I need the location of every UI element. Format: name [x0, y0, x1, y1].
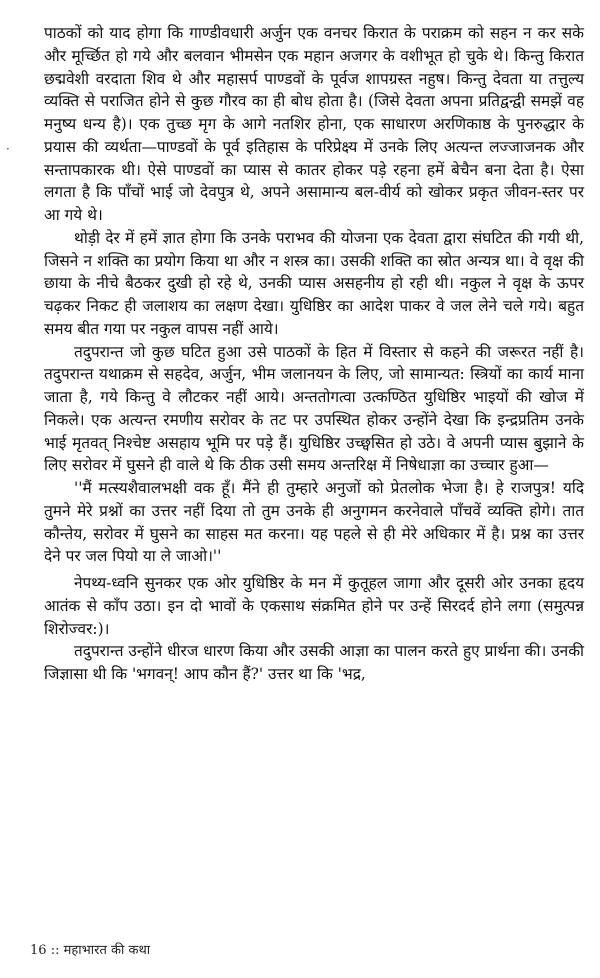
- paragraph-5: नेपथ्य-ध्वनि सुनकर एक ओर युधिष्ठिर के मन में कुतूहल जागा और दूसरी ओर उनका हृदय आतंक से काँप उठा। इन दो भावों के एकसाथ संक्रमित होने पर उन्हें सिरदर्द होने लगा (समुत्पन्न शिरोज्वर:)।: [44, 574, 584, 638]
- paragraph-1: पाठकों को याद होगा कि गाण्डीवधारी अर्जुन एक वनचर किरात के पराक्रम को सहन न कर सके और मूर्च्छित हो गये और बलवान भीमसेन एक महान अजगर के वशीभूत हो चुके थे। किन्तु किरात छद्मवेशी वरदाता शिव थे और महासर्प पाण्डवों के पूर्वज शापग्रस्त नहुष। किन्तु देवता या तत्तुल्य व्यक्ति से पराजित होने से कुछ गौरव का ही बोध होता है। (जिसे देवता अपना प्रतिद्वन्द्वी समझें वह मनुष्य धन्य है)। एक तुच्छ मृग के आगे नतशिर होना, एक साधारण अरणिकाष्ठ के पुनरुद्धार के प्रयास की व्यर्थता—पाण्डवों के पूर्व इतिहास के परिप्रेक्ष्य में उनके लिए अत्यन्त लज्जाजनक और सन्तापकारक थी। ऐसे पाण्डवों का प्यास से कातर होकर पड़े रहना हमें बेचैन बना देता है। ऐसा लगता है कि पाँचों भाई जो देवपुत्र थे, अपने असामान्य बल-वीर्य को खोकर प्रकृत जीवन-स्तर पर आ गये थे।: [44, 24, 584, 224]
- page-number: 16: [30, 943, 47, 958]
- book-title: महाभारत की कथा: [63, 943, 151, 958]
- paragraph-3: तदुपरान्त जो कुछ घटित हुआ उसे पाठकों के हित में विस्तार से कहने की जरूरत नहीं है। तदुपरान्त यथाक्रम से सहदेव, अर्जुन, भीम जलानयन के लिए, जो सामान्यत: स्त्रियों का कार्य माना जाता है, गये किन्तु वे लौटकर नहीं आये। अन्ततोगत्वा उत्कण्ठित युधिष्ठिर भाइयों की खोज में निकले। एक अत्यन्त रमणीय सरोवर के तट पर उपस्थित होकर उन्होंने देखा कि इन्द्रप्रतिम उनके भाई मृतवत् निश्चेष्ट असहाय भूमि पर पड़े हैं। युधिष्ठिर उच्छ्वसित हो उठे। वे अपनी प्यास बुझाने के लिए सरोवर में घुसने ही वाले थे कि ठीक उसी समय अन्तरिक्ष में निषेधाज्ञा का उच्चार हुआ—: [44, 342, 584, 475]
- paragraph-2: थोड़ी देर में हमें ज्ञात होगा कि उनके पराभव की योजना एक देवता द्वारा संघटित की गयी थी, जिसने न शक्ति का प्रयोग किया था और न शस्त्र का। उसकी शक्ति का स्रोत अन्यत्र था। वे वृक्ष की छाया के नीचे बैठकर दुखी हो रहे थे, उनकी प्यास असहनीय हो रही थी। नकुल ने वृक्ष के ऊपर चढ़कर निकट ही जलाशय का लक्षण देखा। युधिष्ठिर का आदेश पाकर वे जल लेने चले गये। बहुत समय बीत गया पर नकुल वापस नहीं आये।: [44, 228, 584, 338]
- paragraph-6: तदुपरान्त उन्होंने धीरज धारण किया और उसकी आज्ञा का पालन करते हुए प्रार्थना की। उनकी जिज्ञासा थी कि 'भगवन्! आप कौन हैं?' उत्तर था कि 'भद्र,: [44, 642, 584, 683]
- quoted-speech: ''मैं मत्स्यशैवालभक्षी वक हूँ। मैंने ही तुम्हारे अनुजों को प्रेतलोक भेजा है। हे राजपुत्र! यदि तुमने मेरे प्रश्नों का उत्तर नहीं दिया तो तुम उनके ही अनुगमन करनेवाले पाँचवें व्यक्ति होगे। तात कौन्तेय, सरोवर में घुसने का साहस मत करना। यह पहले से ही मेरे अधिकार में है। प्रश्न का उत्तर देने पर जल पियो या ले जाओ।'': [44, 479, 584, 566]
- footer-separator: ::: [50, 943, 60, 958]
- page-footer: [30, 940, 150, 958]
- margin-dot: ·: [6, 142, 10, 156]
- body-text: [44, 22, 584, 686]
